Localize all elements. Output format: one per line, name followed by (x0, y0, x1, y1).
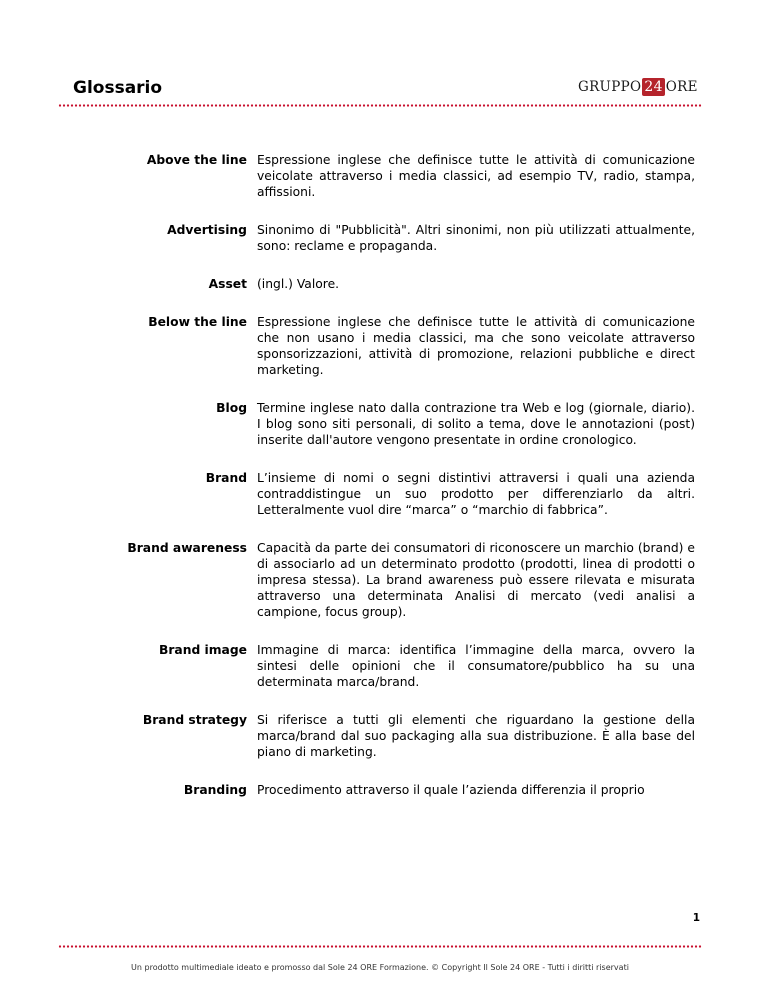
glossary-list (0, 152, 768, 820)
glossary-term: Above the line (146, 153, 247, 167)
footer-divider (58, 945, 702, 948)
glossary-definition: (ingl.) Valore. (257, 277, 340, 291)
glossary-term: Brand (205, 471, 247, 485)
footer-copyright: Un prodotto multimediale ideato e promosso dal Sole 24 ORE Formazione. © Copyright Il Sole 24 ORE - Tutti i diritti riservati (131, 963, 629, 972)
glossary-term: Asset (208, 277, 247, 291)
glossary-definition: Si riferisce a tutti gli elementi che riguardano la gestione della marca/brand dal suo packaging alla sua distribuzione. È alla base del piano di marketing. (257, 713, 695, 759)
logo-number: 24 (644, 79, 663, 95)
glossary-definition: L’insieme di nomi o segni distintivi attraversi i quali una azienda contraddistingue un suo prodotto per differenziarlo da altri. Letteralmente vuol dire “marca” o “marchio di fabbrica”. (257, 471, 695, 517)
gruppo-24-ore-logo (578, 78, 698, 96)
glossary-entry (0, 470, 768, 518)
header-divider (58, 104, 702, 107)
glossary-entry (0, 782, 768, 798)
page-title: Glossario (73, 78, 163, 98)
glossary-entry (0, 276, 768, 292)
glossary-definition: Termine inglese nato dalla contrazione tra Web e log (giornale, diario). I blog sono siti personali, di solito a tema, dove le annotazioni (post) inserite dall'autore vengono presentate in ordine cronologico. (257, 401, 695, 447)
glossary-term: Brand strategy (142, 713, 247, 727)
glossary-term: Below the line (148, 315, 247, 329)
glossary-entry (0, 642, 768, 690)
glossary-definition: Immagine di marca: identifica l’immagine della marca, ovvero la sintesi delle opinioni che il consumatore/pubblico ha su una determinata marca/brand. (257, 643, 695, 689)
glossary-term: Brand image (158, 643, 247, 657)
glossary-term: Advertising (167, 223, 247, 237)
glossary-definition: Espressione inglese che definisce tutte le attività di comunicazione veicolate attraverso i media classici, ad esempio TV, radio, stampa, affissioni. (257, 153, 695, 199)
page-number: 1 (692, 912, 700, 924)
glossary-entry (0, 152, 768, 200)
glossary-entry (0, 400, 768, 448)
glossary-definition: Sinonimo di "Pubblicità". Altri sinonimi, non più utilizzati attualmente, sono: reclame e propaganda. (257, 223, 695, 253)
logo-text-left: GRUPPO (578, 79, 642, 95)
glossary-entry (0, 314, 768, 378)
glossary-entry (0, 540, 768, 620)
glossary-term: Branding (183, 783, 247, 797)
glossary-entry (0, 222, 768, 254)
logo-text-right: ORE (665, 79, 698, 95)
glossary-definition: Espressione inglese che definisce tutte le attività di comunicazione che non usano i media classici, ma che sono veicolate attraverso sponsorizzazioni, attività di promozione, relazioni pubbliche e direct marketing. (257, 315, 695, 377)
glossary-definition: Capacità da parte dei consumatori di riconoscere un marchio (brand) e di associarlo ad un determinato prodotto (prodotti, linea di prodotti o impresa stessa). La brand awareness può essere rilevata e misurata attraverso una determinata Analisi di mercato (vedi analisi a campione, focus group). (257, 541, 695, 619)
glossary-definition: Procedimento attraverso il quale l’azienda differenzia il proprio (257, 783, 645, 797)
glossary-term: Blog (216, 401, 247, 415)
glossary-term: Brand awareness (127, 541, 247, 555)
glossary-entry (0, 712, 768, 760)
